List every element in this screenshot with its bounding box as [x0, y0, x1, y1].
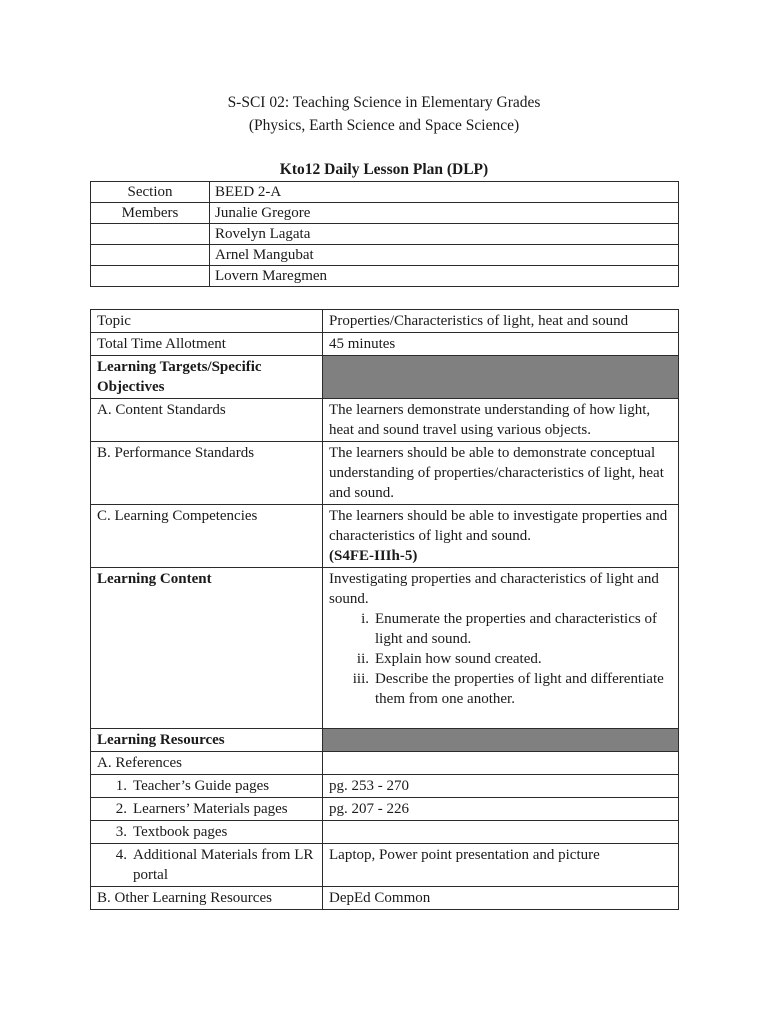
list-number: 1.	[115, 778, 127, 794]
list-text: Enumerate the properties and characteristics of light and sound.	[375, 611, 657, 647]
time-label: Total Time Allotment	[91, 333, 323, 356]
shaded-cell	[323, 729, 679, 752]
list-text: Explain how sound created.	[375, 651, 542, 667]
section-members-table	[90, 181, 679, 287]
table-row	[91, 844, 679, 887]
reference-value: pg. 207 - 226	[323, 798, 679, 821]
learning-content-label: Learning Content	[91, 568, 323, 729]
competency-code: (S4FE-IIIh-5)	[329, 548, 418, 564]
member-name: Arnel Mangubat	[210, 245, 679, 266]
list-item	[329, 609, 672, 649]
list-item	[329, 649, 672, 669]
table-row	[91, 224, 679, 245]
table-row	[91, 887, 679, 910]
reference-value: Laptop, Power point presentation and picture	[323, 844, 679, 887]
learning-content-intro: Investigating properties and characteristics of light and sound.	[329, 571, 659, 607]
resources-label: Learning Resources	[91, 729, 323, 752]
course-subtitle: (Physics, Earth Science and Space Science)	[248, 117, 520, 134]
reference-value: pg. 253 - 270	[323, 775, 679, 798]
shaded-cell	[323, 356, 679, 399]
reference-label: Additional Materials from LR portal	[133, 847, 314, 883]
members-label: Members	[91, 203, 210, 224]
learning-content-cell	[323, 568, 679, 729]
list-number: 4.	[115, 847, 127, 863]
competencies-cell	[323, 505, 679, 568]
reference-label: Textbook pages	[133, 824, 228, 840]
list-number: 2.	[115, 801, 127, 817]
content-standards-value: The learners demonstrate understanding of how light, heat and sound travel using various objects.	[323, 399, 679, 442]
reference-label-cell	[91, 844, 323, 887]
table-row	[91, 310, 679, 333]
member-name: Junalie Gregore	[210, 203, 679, 224]
list-number: 3.	[115, 824, 127, 840]
table-row	[91, 729, 679, 752]
table-row	[91, 333, 679, 356]
list-number: iii.	[352, 671, 369, 687]
plan-title: Kto12 Daily Lesson Plan (DLP)	[279, 161, 489, 178]
table-row	[91, 182, 679, 203]
empty-cell	[91, 266, 210, 287]
references-label: A. References	[91, 752, 323, 775]
objectives-list	[329, 609, 672, 709]
lesson-plan-table	[90, 309, 679, 910]
reference-label-cell	[91, 821, 323, 844]
table-row	[91, 775, 679, 798]
table-row	[91, 505, 679, 568]
member-name: Rovelyn Lagata	[210, 224, 679, 245]
competencies-value: The learners should be able to investigate properties and characteristics of light and sound.	[329, 508, 668, 544]
other-resources-label: B. Other Learning Resources	[91, 887, 323, 910]
reference-label-cell	[91, 798, 323, 821]
empty-cell	[323, 752, 679, 775]
course-title: S-SCI 02: Teaching Science in Elementary Grades	[227, 94, 541, 111]
empty-cell	[91, 245, 210, 266]
table-row	[91, 568, 679, 729]
list-text: Describe the properties of light and differentiate them from one another.	[375, 671, 664, 707]
table-row	[91, 752, 679, 775]
section-value: BEED 2-A	[210, 182, 679, 203]
topic-label: Topic	[91, 310, 323, 333]
topic-value: Properties/Characteristics of light, heat and sound	[323, 310, 679, 333]
table-row	[91, 399, 679, 442]
table-row	[91, 821, 679, 844]
list-number: i.	[361, 611, 369, 627]
table-row	[91, 245, 679, 266]
reference-label: Learners’ Materials pages	[133, 801, 288, 817]
performance-standards-label: B. Performance Standards	[91, 442, 323, 505]
list-item	[329, 669, 672, 709]
table-row	[91, 266, 679, 287]
list-number: ii.	[356, 651, 369, 667]
table-row	[91, 203, 679, 224]
empty-cell	[91, 224, 210, 245]
competencies-label: C. Learning Competencies	[91, 505, 323, 568]
table-row	[91, 798, 679, 821]
time-value: 45 minutes	[323, 333, 679, 356]
content-standards-label: A. Content Standards	[91, 399, 323, 442]
other-resources-value: DepEd Common	[323, 887, 679, 910]
reference-value	[323, 821, 679, 844]
reference-label: Teacher’s Guide pages	[133, 778, 270, 794]
table-row	[91, 356, 679, 399]
member-name: Lovern Maregmen	[210, 266, 679, 287]
targets-label: Learning Targets/Specific Objectives	[91, 356, 323, 399]
reference-label-cell	[91, 775, 323, 798]
table-row	[91, 442, 679, 505]
section-label: Section	[91, 182, 210, 203]
performance-standards-value: The learners should be able to demonstrate conceptual understanding of properties/characteristics of light, heat and sound.	[323, 442, 679, 505]
